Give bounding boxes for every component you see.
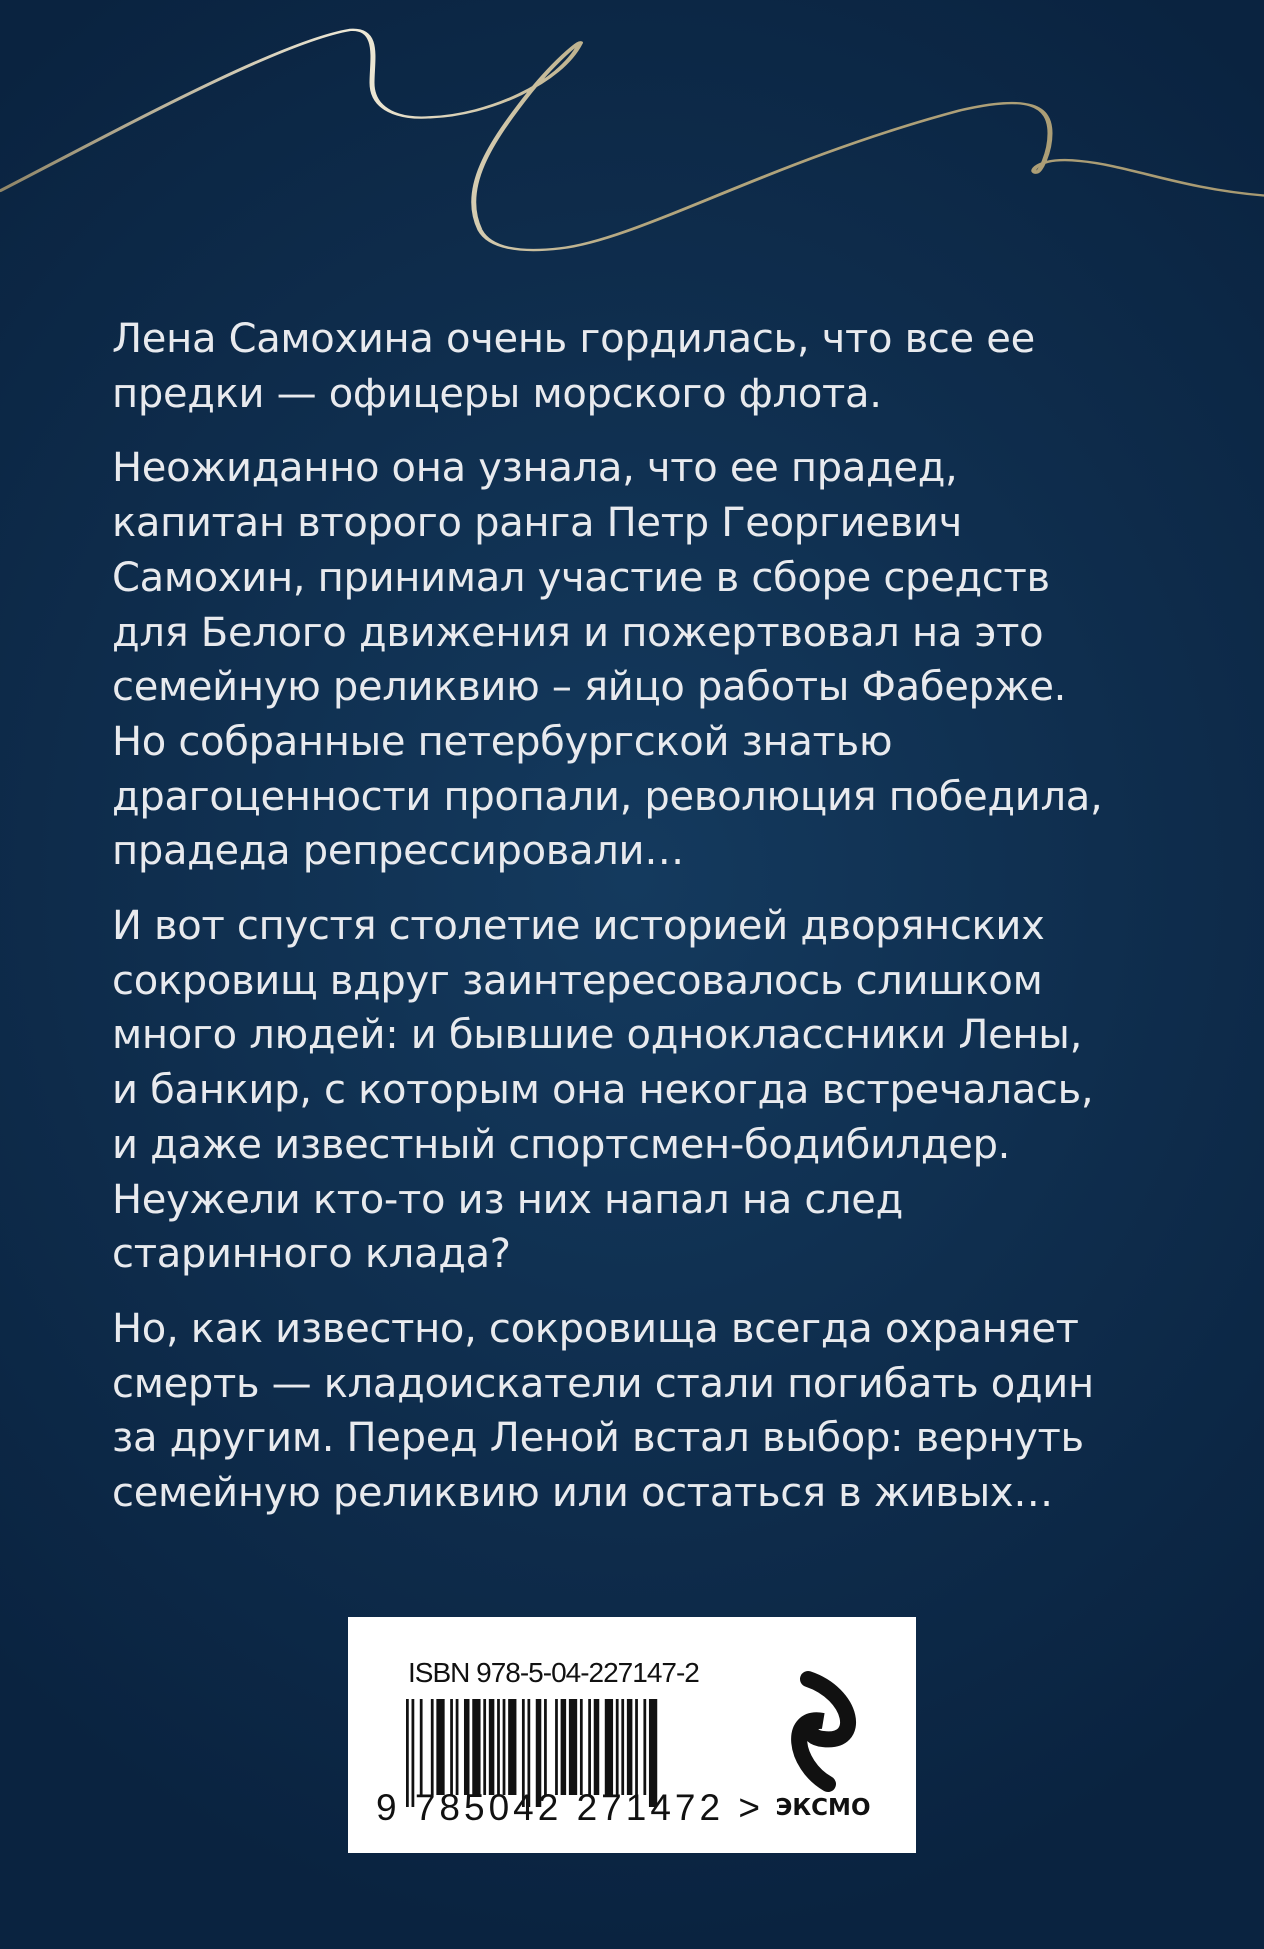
barcode-bar [489,1699,495,1795]
barcode-bar [508,1699,516,1795]
barcode-bar [464,1699,470,1795]
barcode-bar [450,1699,453,1795]
barcode-bar [605,1699,613,1795]
barcode-bar [431,1699,434,1795]
barcode-bar [503,1699,506,1795]
gold-flourish-decoration [0,0,1264,260]
eksmo-logo [768,1669,878,1839]
barcode-bar [456,1699,459,1795]
barcode-bar [594,1699,600,1795]
barcode-bar [643,1699,646,1795]
barcode-bar [588,1699,591,1795]
description-paragraph: И вот спустя столетие историей дворянских сокровищ вдруг заинтересовалось слишком много людей: и бывшие одноклассники Лены, и банкир, с которым она некогда встречалась, и даже известный спортсмен-бодибилдер. Неужели кто-то из них напал на след старинного клада? [112,903,1094,1278]
book-description [112,312,1172,1541]
barcode-bar [497,1699,500,1795]
barcode-bar [627,1699,633,1795]
barcode-digits: 9 785042 271472 > [376,1787,764,1828]
barcode-bar [555,1699,558,1795]
barcode-bar [561,1699,567,1795]
barcode-bar [420,1699,423,1795]
barcode-bar [472,1699,480,1795]
barcode-bar [621,1699,624,1795]
barcode-bar [569,1699,577,1795]
isbn-label: ISBN 978-5-04-227147-2 [408,1657,699,1688]
barcode-bar [616,1699,619,1795]
barcode-bar [544,1699,547,1795]
barcode-bar [580,1699,583,1795]
description-paragraph: Неожиданно она узнала, что ее прадед, капитан второго ранга Петр Георгиевич Самохин, принимал участие в сборе средств для Белого движения и пожертвовал на это семейную реликвию – яйцо работы Фаберже. Но собранные петербургской знатью драгоценности пропали, революция победила, прадеда репрессировали… [112,445,1103,875]
barcode-panel [348,1617,916,1853]
description-paragraph: Но, как известно, сокровища всегда охраняет смерть — кладоискатели стали погибать один за другим. Перед Леной встал выбор: вернуть семейную реликвию или остаться в живых… [112,1305,1094,1517]
description-paragraph: Лена Самохина очень гордилась, что все ее предки — офицеры морского флота. [112,316,1035,417]
publisher-name: ЭКСМО [775,1795,871,1821]
barcode-bar [483,1699,486,1795]
eksmo-logo-icon [768,1669,878,1794]
barcode-bar [635,1699,638,1795]
barcode-bar [436,1699,444,1795]
